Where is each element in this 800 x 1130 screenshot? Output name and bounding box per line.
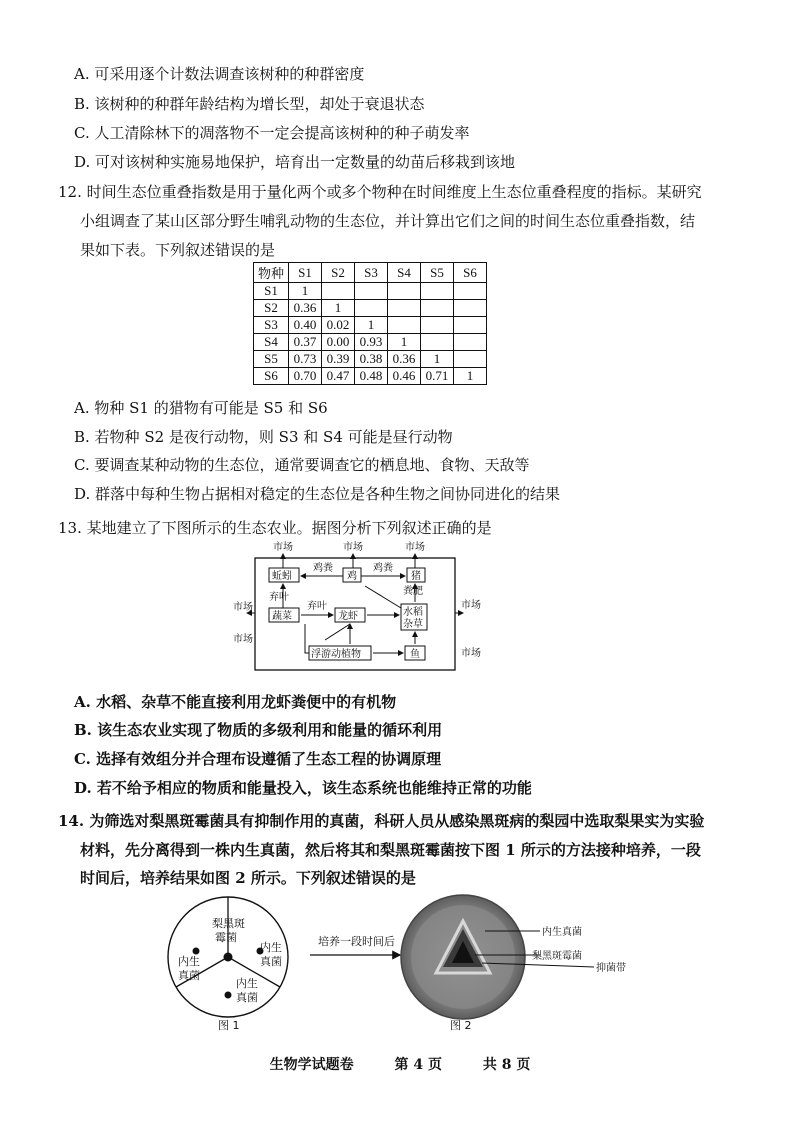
table-cell: 0.37 [289, 334, 322, 351]
table-cell [454, 317, 487, 334]
table-cell: 0.47 [322, 368, 355, 385]
pathogen-label-1: 梨黑斑 [212, 917, 245, 930]
q14-stem-line2: 材料，先分离得到一株内生真菌，然后将其和梨黑斑霉菌按下图 1 所示的方法接种培养，一段 [80, 841, 701, 859]
pig-box: 猪 [411, 571, 421, 582]
table-cell [454, 283, 487, 300]
table-header-cell: 物种 [254, 263, 289, 283]
earthworm-box: 蚯蚓 [272, 571, 292, 582]
table-cell: 0.71 [421, 368, 454, 385]
fig1-caption: 图 1 [218, 1019, 240, 1032]
page-footer [0, 1054, 800, 1074]
table-cell: 0.73 [289, 351, 322, 368]
pathogen-label-2: 霉菌 [215, 931, 237, 944]
table-header-cell: S1 [289, 263, 322, 283]
table-cell: 1 [322, 300, 355, 317]
endophyte-label-1: 内生 [236, 977, 258, 990]
legend-pathogen: 梨黑斑霉菌 [532, 951, 582, 962]
rice-box-line2: 杂草 [403, 619, 423, 630]
table-cell: 0.36 [289, 300, 322, 317]
table-cell: 0.93 [355, 334, 388, 351]
arrow-label: 培养一段时间后 [318, 935, 395, 948]
table-cell: 0.40 [289, 317, 322, 334]
chicken-manure-label: 鸡粪 [373, 563, 393, 574]
fish-box: 鱼 [410, 649, 420, 660]
table-row [254, 368, 487, 385]
table-cell: 1 [454, 368, 487, 385]
q14-stem-line1: 14. 为筛选对梨黑斑霉菌具有抑制作用的真菌，科研人员从感染黑斑病的梨园中选取梨果实为实验 [58, 812, 705, 830]
table-row [254, 283, 487, 300]
table-header-cell: S3 [355, 263, 388, 283]
endophyte-label-2: 真菌 [260, 955, 282, 968]
table-cell: S1 [254, 283, 289, 300]
discard-leaves-label: 弃叶 [307, 601, 327, 612]
table-cell: 0.46 [388, 368, 421, 385]
market-label: 市场 [273, 542, 293, 553]
rice-box-line1: 水稻 [403, 607, 423, 618]
q12-option-d: D. 群落中每种生物占据相对稳定的生态位是各种生物之间协同进化的结果 [74, 485, 561, 503]
endophyte-inoculum [193, 948, 200, 955]
chicken-box: 鸡 [347, 571, 357, 582]
market-label: 市场 [461, 648, 481, 659]
table-cell: S3 [254, 317, 289, 334]
pathogen-inoculum [224, 953, 233, 962]
market-label: 市场 [233, 634, 253, 645]
q14-stem-line3: 时间后，培养结果如图 2 所示。下列叙述错误的是 [80, 869, 416, 887]
table-cell [388, 300, 421, 317]
discard-leaves-label: 弃叶 [269, 592, 289, 603]
table-cell: S4 [254, 334, 289, 351]
q12-stem-line2: 小组调查了某山区部分野生哺乳动物的生态位，并计算出它们之间的时间生态位重叠指数，结 [80, 212, 696, 230]
table-cell: 0.39 [322, 351, 355, 368]
table-cell [454, 351, 487, 368]
footer-page: 第 4 页 [394, 1057, 442, 1073]
table-header-cell: S2 [322, 263, 355, 283]
chicken-manure-label: 鸡粪 [313, 563, 333, 574]
market-label: 市场 [233, 602, 253, 613]
table-cell: 1 [355, 317, 388, 334]
legend-inhibition-band: 抑菌带 [596, 963, 626, 974]
plankton-box: 浮游动植物 [311, 649, 361, 660]
table-cell: 1 [289, 283, 322, 300]
endophyte-label-2: 真菌 [178, 969, 200, 982]
q12-stem-line1: 12. 时间生态位重叠指数是用于量化两个或多个物种在时间维度上生态位重叠程度的指标。某研究 [58, 183, 702, 201]
market-label: 市场 [343, 542, 363, 553]
manure-label: 粪肥 [403, 586, 423, 597]
q13-option-a: A. 水稻、杂草不能直接利用龙虾粪便中的有机物 [74, 693, 397, 711]
table-cell: 1 [388, 334, 421, 351]
legend-endophyte: 内生真菌 [542, 927, 582, 938]
table-cell [454, 334, 487, 351]
q13-option-d: D. 若不给予相应的物质和能量投入，该生态系统也能维持正常的功能 [74, 779, 532, 797]
endophyte-label-1: 内生 [260, 941, 282, 954]
endophyte-label-1: 内生 [178, 955, 200, 968]
table-cell: 1 [421, 351, 454, 368]
table-cell: 0.70 [289, 368, 322, 385]
table-cell: 0.36 [388, 351, 421, 368]
market-label: 市场 [461, 600, 481, 611]
table-header-row [254, 263, 487, 283]
table-cell [355, 283, 388, 300]
table-cell [421, 317, 454, 334]
table-cell: 0.02 [322, 317, 355, 334]
fungus-culture-figure [160, 895, 680, 1040]
fig2-caption: 图 2 [450, 1019, 472, 1032]
endophyte-label-2: 真菌 [236, 991, 258, 1004]
table-header-cell: S6 [454, 263, 487, 283]
table-cell [454, 300, 487, 317]
q11-option-b: B. 该树种的种群年龄结构为增长型，却处于衰退状态 [74, 95, 425, 113]
table-row [254, 351, 487, 368]
table-cell: 0.00 [322, 334, 355, 351]
table-cell [421, 283, 454, 300]
table-cell [388, 317, 421, 334]
table-cell: S5 [254, 351, 289, 368]
table-row [254, 317, 487, 334]
q13-stem: 13. 某地建立了下图所示的生态农业。据图分析下列叙述正确的是 [58, 519, 492, 537]
table-cell [388, 283, 421, 300]
endophyte-inoculum [225, 992, 232, 999]
table-header-cell: S5 [421, 263, 454, 283]
q12-option-a: A. 物种 S1 的猎物有可能是 S5 和 S6 [74, 399, 328, 417]
q12-option-b: B. 若物种 S2 是夜行动物，则 S3 和 S4 可能是昼行动物 [74, 428, 453, 446]
niche-overlap-table [253, 262, 487, 385]
table-row [254, 300, 487, 317]
q12-stem-line3: 果如下表。下列叙述错误的是 [80, 241, 276, 259]
vegetables-box: 蔬菜 [272, 611, 292, 622]
table-header-cell: S4 [388, 263, 421, 283]
table-cell: S2 [254, 300, 289, 317]
q12-option-c: C. 要调查某种动物的生态位，通常要调查它的栖息地、食物、天敌等 [74, 456, 530, 474]
table-cell [421, 334, 454, 351]
table-cell [355, 300, 388, 317]
q11-option-a: A. 可采用逐个计数法调查该树种的种群密度 [74, 65, 365, 83]
table-cell: S6 [254, 368, 289, 385]
table-cell [421, 300, 454, 317]
eco-agriculture-diagram [225, 538, 481, 678]
market-label: 市场 [405, 542, 425, 553]
footer-total: 共 8 页 [482, 1057, 531, 1073]
q13-option-b: B. 该生态农业实现了物质的多级利用和能量的循环利用 [74, 721, 443, 739]
q11-option-d: D. 可对该树种实施易地保护，培育出一定数量的幼苗后移栽到该地 [74, 153, 516, 171]
table-row [254, 334, 487, 351]
table-cell: 0.48 [355, 368, 388, 385]
q13-option-c: C. 选择有效组分并合理布设遵循了生态工程的协调原理 [74, 750, 442, 768]
q11-option-c: C. 人工清除林下的凋落物不一定会提高该树种的种子萌发率 [74, 124, 470, 142]
table-cell: 0.38 [355, 351, 388, 368]
footer-title: 生物学试题卷 [269, 1057, 354, 1073]
table-cell [322, 283, 355, 300]
crayfish-box: 龙虾 [338, 611, 358, 622]
